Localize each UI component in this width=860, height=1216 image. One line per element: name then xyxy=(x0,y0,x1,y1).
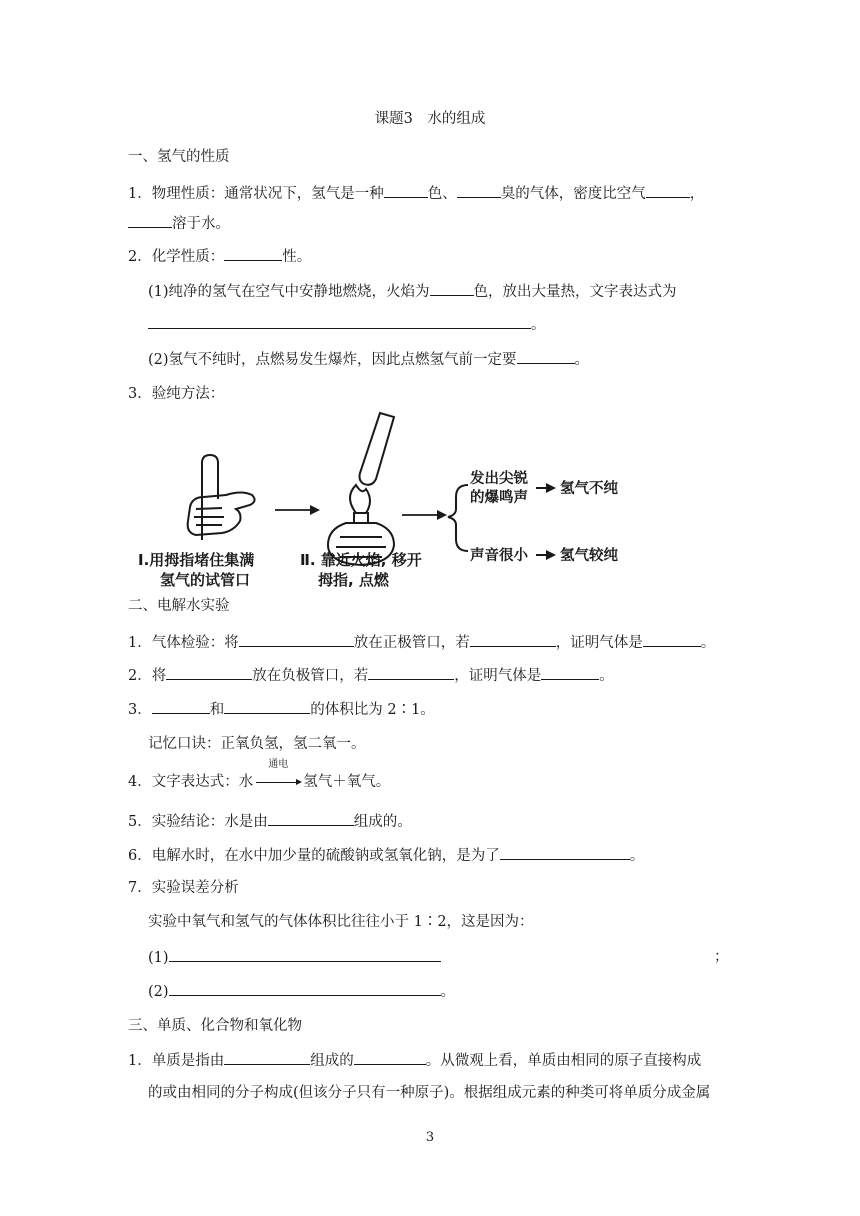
outcome-1-label: 的爆鸣声 xyxy=(470,490,528,506)
answer-blank[interactable] xyxy=(517,349,575,364)
answer-blank[interactable] xyxy=(457,183,501,198)
answer-blank[interactable] xyxy=(541,665,599,680)
reaction-condition: 通电 xyxy=(268,759,289,770)
answer-blank[interactable] xyxy=(500,845,630,860)
mnemonic: 记忆口诀：正氧负氢，氢二氧一。 xyxy=(148,736,366,752)
arrow-icon xyxy=(536,550,556,560)
answer-blank[interactable] xyxy=(166,665,252,680)
result-1-label: 氢气不纯 xyxy=(560,481,618,497)
step-1-label: Ⅰ.用拇指堵住集满 xyxy=(138,551,255,569)
answer-blank[interactable] xyxy=(224,1050,310,1065)
purity-test-figure xyxy=(130,405,730,600)
error-analysis-intro: 实验中氧气和氢气的气体体积比往往小于 1∶2，这是因为： xyxy=(148,914,534,930)
step-2-label: 拇指, 点燃 xyxy=(318,571,389,589)
arrow-icon xyxy=(402,510,447,520)
answer-blank[interactable] xyxy=(169,947,441,962)
outcome-2-label: 声音很小 xyxy=(470,548,528,564)
page-number: 3 xyxy=(425,1130,435,1145)
result-2-label: 氢气较纯 xyxy=(560,548,618,564)
answer-blank[interactable] xyxy=(430,281,474,296)
question-2-2: (2)氢气不纯时，点燃易发生爆炸，因此点燃氢气前一定要 。 xyxy=(148,349,589,370)
error-reason-1: (1) xyxy=(148,947,441,968)
question-2-1-line-1: (1)纯净的氢气在空气中安静地燃烧，火焰为 色，放出大量热，文字表达式为 xyxy=(148,281,677,302)
step-1-label: 氢气的试管口 xyxy=(160,571,251,589)
answer-blank[interactable] xyxy=(128,213,172,228)
question-2-1-line-2: 。 xyxy=(148,314,546,335)
answer-blank[interactable] xyxy=(268,811,354,826)
arrow-icon xyxy=(536,483,556,493)
s2-question-3: 3． 和 的体积比为 2∶1。 xyxy=(128,699,435,720)
answer-blank[interactable] xyxy=(368,665,454,680)
answer-blank[interactable] xyxy=(148,314,531,329)
alcohol-lamp-illustration xyxy=(328,413,394,565)
error-reason-1-end: ； xyxy=(714,949,729,965)
answer-blank[interactable] xyxy=(470,632,556,647)
s2-question-1: 1．气体检验：将 放在正极管口，若 ，证明气体是 。 xyxy=(128,632,715,653)
s2-question-4: 4．文字表达式：水 通电 氢气＋氧气。 xyxy=(128,759,391,790)
hand-test-tube-illustration xyxy=(188,455,255,540)
step-2-label: Ⅱ. 靠近火焰, 移开 xyxy=(300,551,422,569)
answer-blank[interactable] xyxy=(239,632,354,647)
s2-question-5: 5．实验结论：水是由 组成的。 xyxy=(128,811,412,832)
reaction-arrow xyxy=(253,759,303,792)
question-2: 2．化学性质： 性。 xyxy=(128,246,311,267)
answer-blank[interactable] xyxy=(224,699,310,714)
s2-question-6: 6．电解水时，在水中加少量的硫酸钠或氢氧化钠，是为了 。 xyxy=(128,845,644,866)
page-title: 课题3 水的组成 xyxy=(374,111,486,127)
answer-blank[interactable] xyxy=(643,632,701,647)
s2-question-2: 2．将 放在负极管口，若 ，证明气体是 。 xyxy=(128,665,614,686)
s2-question-7: 7．实验误差分析 xyxy=(128,880,239,896)
answer-blank[interactable] xyxy=(384,183,428,198)
section-heading-2: 二、电解水实验 xyxy=(128,598,230,614)
s3-question-1-line-1: 1．单质是指由 组成的 。从微观上看，单质由相同的原子直接构成 xyxy=(128,1050,701,1071)
answer-blank[interactable] xyxy=(152,699,210,714)
answer-blank[interactable] xyxy=(646,183,690,198)
question-1-line-2: 溶于水。 xyxy=(128,213,230,234)
question-3: 3．验纯方法： xyxy=(128,386,225,402)
brace-icon xyxy=(448,485,468,551)
question-1-line-1: 1．物理性质：通常状况下，氢气是一种 色、 臭的气体，密度比空气 ， xyxy=(128,183,704,204)
answer-blank[interactable] xyxy=(354,1050,426,1065)
answer-blank[interactable] xyxy=(169,981,441,996)
error-reason-2: (2) 。 xyxy=(148,981,455,1002)
section-heading-1: 一、氢气的性质 xyxy=(128,149,230,165)
outcome-1-label: 发出尖锐 xyxy=(470,471,528,487)
answer-blank[interactable] xyxy=(224,246,282,261)
section-heading-3: 三、单质、化合物和氧化物 xyxy=(128,1018,302,1034)
arrow-icon xyxy=(275,505,320,515)
s3-question-1-line-2: 的或由相同的分子构成(但该分子只有一种原子)。根据组成元素的种类可将单质分成金属 xyxy=(148,1085,711,1101)
